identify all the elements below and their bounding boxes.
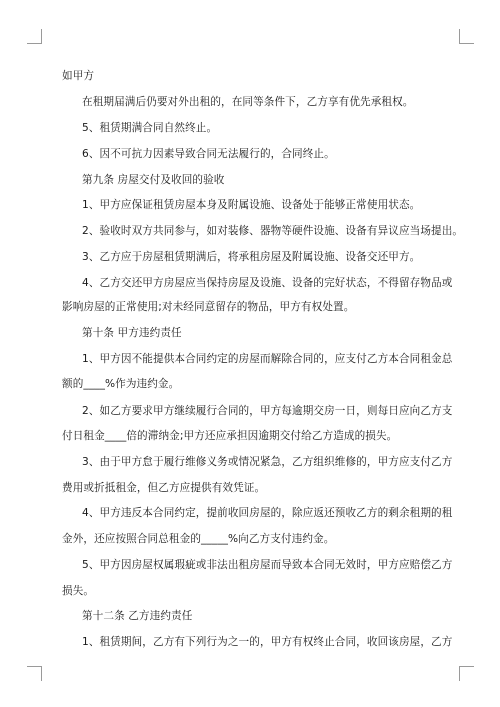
text-line: 2、验收时双方共同参与，如对装修、器物等硬件设施、设备有异议应当场提出。: [82, 225, 464, 237]
section-heading: 第十二条 乙方违约责任: [82, 610, 193, 622]
crop-mark-bottom-left: [27, 666, 42, 681]
text-line: 费用或折抵租金，但乙方应提供有效凭证。: [62, 482, 266, 494]
text-line: 额的____%作为违约金。: [62, 378, 180, 390]
text-line: 2、如乙方要求甲方继续履行合同的，甲方每逾期交房一日，则每日应向乙方支: [82, 405, 453, 417]
text-line: 5、甲方因房屋权属瑕疵或非法出租房屋而导致本合同无效时，甲方应赔偿乙方: [82, 559, 453, 571]
crop-mark-bottom-right: [459, 666, 474, 681]
text-line: 5、租赁期满合同自然终止。: [82, 122, 218, 134]
crop-mark-top-left: [27, 29, 42, 44]
text-line: 损失。: [62, 585, 95, 597]
crop-mark-top-right: [459, 29, 474, 44]
text-line: 1、甲方应保证租赁房屋本身及附属设施、设备处于能够正常使用状态。: [82, 199, 421, 211]
text-line: 6、因不可抗力因素导致合同无法履行的，合同终止。: [82, 148, 335, 160]
text-line: 影响房屋的正常使用;对未经同意留存的物品，甲方有权处置。: [62, 301, 355, 313]
text-line: 如甲方: [62, 70, 95, 82]
text-line: 3、由于甲方怠于履行维修义务或情况紧急，乙方组织维修的，甲方应支付乙方: [82, 456, 453, 468]
text-line: 在租期届满后仍要对外出租的，在同等条件下，乙方享有优先承租权。: [82, 96, 414, 108]
text-line: 1、甲方因不能提供本合同约定的房屋而解除合同的，应支付乙方本合同租金总: [82, 353, 453, 365]
text-line: 4、乙方交还甲方房屋应当保持房屋及设施、设备的完好状态，不得留存物品或: [82, 277, 453, 289]
text-line: 金外，还应按照合同总租金的_____%向乙方支付违约金。: [62, 533, 335, 545]
section-heading: 第九条 房屋交付及收回的验收: [82, 174, 225, 186]
section-heading: 第十条 甲方违约责任: [82, 327, 182, 339]
text-line: 付日租金____倍的滞纳金;甲方还应承担因逾期交付给乙方造成的损失。: [62, 430, 398, 442]
text-line: 1、租赁期间，乙方有下列行为之一的，甲方有权终止合同，收回该房屋，乙方: [82, 636, 453, 648]
text-line: 4、甲方违反本合同约定，提前收回房屋的，除应返还预收乙方的剩余租期的租: [82, 507, 453, 519]
text-line: 3、乙方应于房屋租赁期满后，将承租房屋及附属设施、设备交还甲方。: [82, 251, 421, 263]
